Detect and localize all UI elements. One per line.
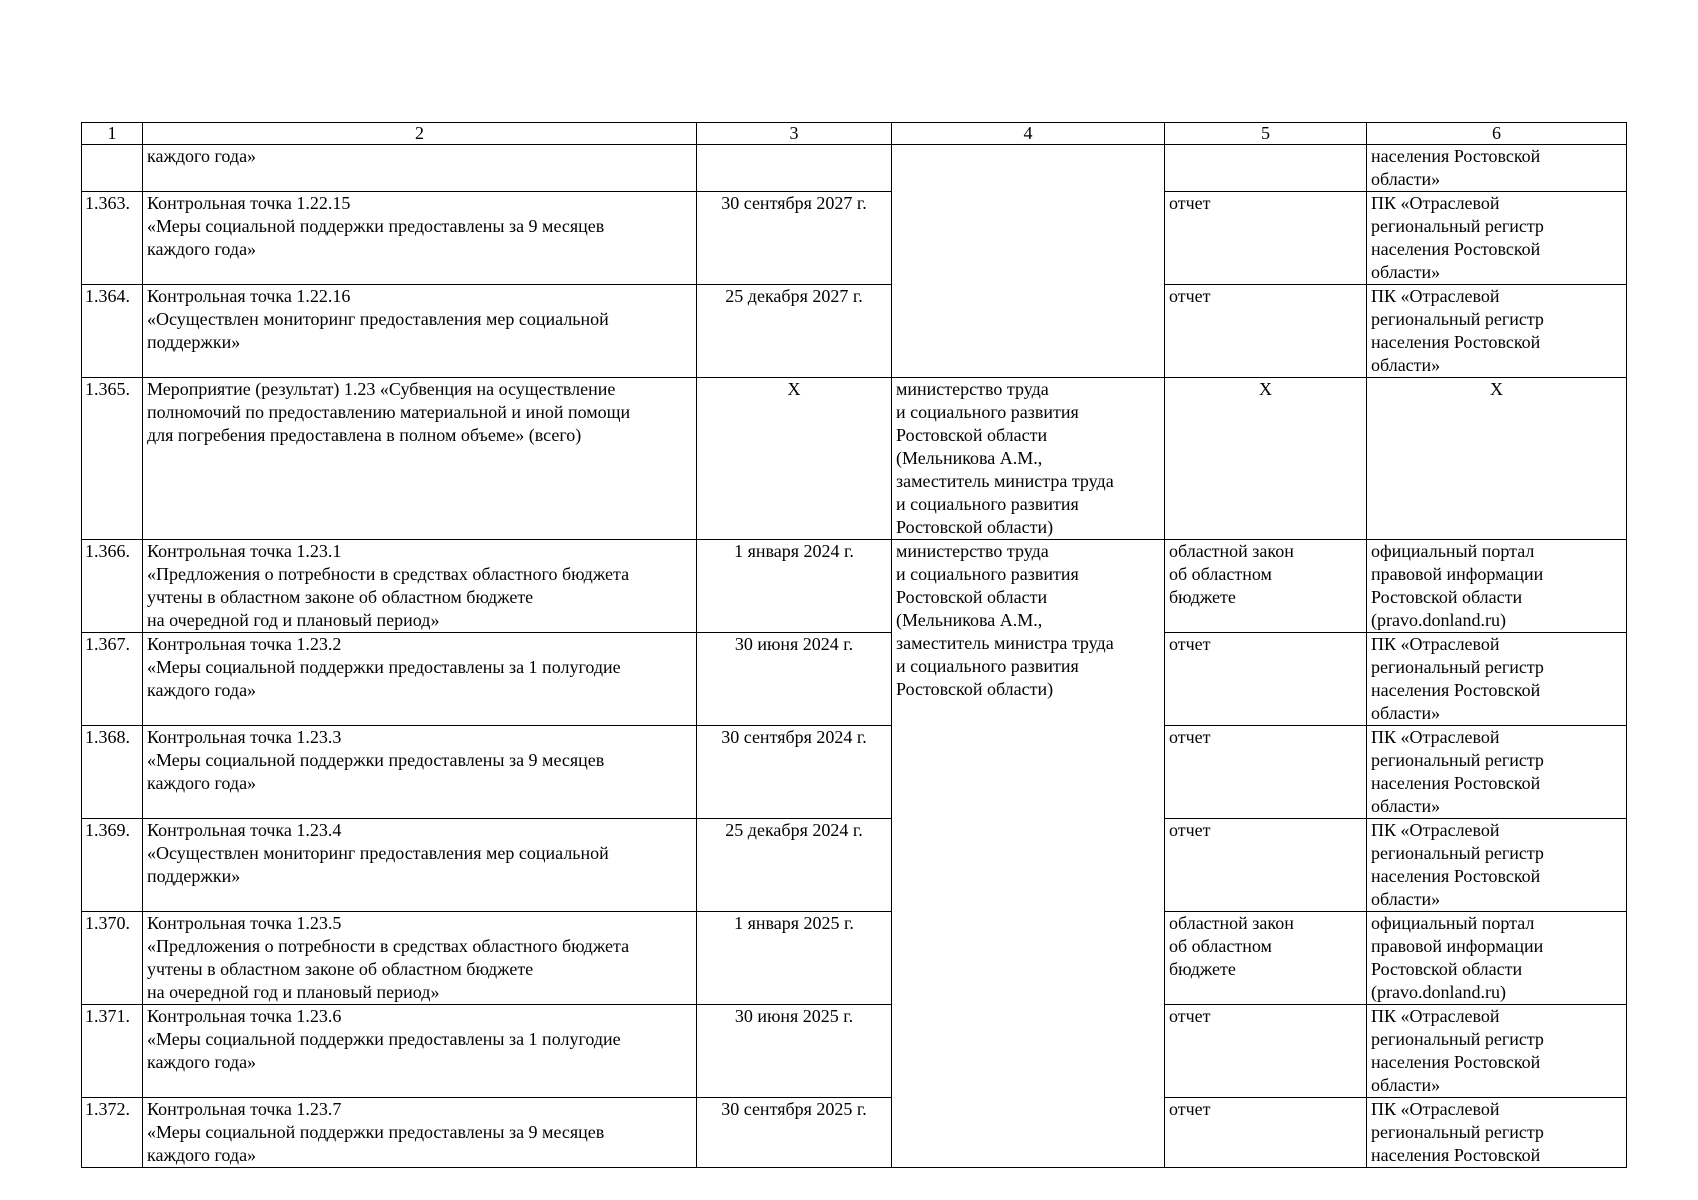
- table-row: [82, 912, 1627, 1005]
- row-deadline: 30 сентября 2027 г.: [697, 192, 892, 285]
- row-document-type: X: [1165, 378, 1367, 540]
- row-document-type: областной закон об областном бюджете: [1165, 912, 1367, 1005]
- row-description: каждого года»: [143, 145, 697, 192]
- row-info-source: ПК «Отраслевой региональный регистр населения Ростовской области»: [1367, 192, 1627, 285]
- row-number: 1.369.: [82, 819, 143, 912]
- table-row: [82, 285, 1627, 378]
- row-number: 1.365.: [82, 378, 143, 540]
- column-number-6: 6: [1367, 123, 1627, 145]
- row-description: Контрольная точка 1.23.2 «Меры социальной поддержки предоставлены за 1 полугодие каждого года»: [143, 633, 697, 726]
- row-document-type: областной закон об областном бюджете: [1165, 540, 1367, 633]
- row-description: Контрольная точка 1.23.6 «Меры социальной поддержки предоставлены за 1 полугодие каждого года»: [143, 1005, 697, 1098]
- row-number: 1.364.: [82, 285, 143, 378]
- row-description: Контрольная точка 1.22.16 «Осуществлен мониторинг предоставления мер социальной поддержки»: [143, 285, 697, 378]
- table-row: [82, 192, 1627, 285]
- row-document-type: отчет: [1165, 285, 1367, 378]
- row-document-type: отчет: [1165, 726, 1367, 819]
- row-number: 1.368.: [82, 726, 143, 819]
- row-document-type: отчет: [1165, 192, 1367, 285]
- document-table: [81, 122, 1627, 1168]
- row-number: 1.366.: [82, 540, 143, 633]
- row-info-source: населения Ростовской области»: [1367, 145, 1627, 192]
- row-deadline: 30 сентября 2024 г.: [697, 726, 892, 819]
- row-document-type: отчет: [1165, 1098, 1367, 1168]
- row-description: Контрольная точка 1.23.5 «Предложения о потребности в средствах областного бюджета учтены в областном законе об областном бюджете на очередной год и плановый период»: [143, 912, 697, 1005]
- row-responsible: министерство труда и социального развития Ростовской области (Мельникова А.М., заместитель министра труда и социального развития Ростовской области): [892, 540, 1165, 1168]
- row-number: [82, 145, 143, 192]
- row-number: 1.372.: [82, 1098, 143, 1168]
- row-number: 1.363.: [82, 192, 143, 285]
- table-row: [82, 819, 1627, 912]
- table-row: [82, 1098, 1627, 1168]
- row-info-source: официальный портал правовой информации Ростовской области (pravo.donland.ru): [1367, 912, 1627, 1005]
- column-number-1: 1: [82, 123, 143, 145]
- row-description: Мероприятие (результат) 1.23 «Субвенция на осуществление полномочий по предоставлению материальной и иной помощи для погребения предоставлена в полном объеме» (всего): [143, 378, 697, 540]
- row-responsible: [892, 145, 1165, 378]
- row-number: 1.371.: [82, 1005, 143, 1098]
- row-document-type: отчет: [1165, 819, 1367, 912]
- row-description: Контрольная точка 1.23.4 «Осуществлен мониторинг предоставления мер социальной поддержки»: [143, 819, 697, 912]
- row-info-source: ПК «Отраслевой региональный регистр населения Ростовской области»: [1367, 819, 1627, 912]
- row-deadline: 25 декабря 2027 г.: [697, 285, 892, 378]
- row-deadline: X: [697, 378, 892, 540]
- row-info-source: X: [1367, 378, 1627, 540]
- row-info-source: ПК «Отраслевой региональный регистр населения Ростовской области»: [1367, 726, 1627, 819]
- table-row: [82, 633, 1627, 726]
- row-description: Контрольная точка 1.22.15 «Меры социальной поддержки предоставлены за 9 месяцев каждого года»: [143, 192, 697, 285]
- row-responsible: министерство труда и социального развития Ростовской области (Мельникова А.М., заместитель министра труда и социального развития Ростовской области): [892, 378, 1165, 540]
- column-number-2: 2: [143, 123, 697, 145]
- row-number: 1.367.: [82, 633, 143, 726]
- column-number-3: 3: [697, 123, 892, 145]
- row-description: Контрольная точка 1.23.3 «Меры социальной поддержки предоставлены за 9 месяцев каждого года»: [143, 726, 697, 819]
- row-deadline: 30 сентября 2025 г.: [697, 1098, 892, 1168]
- table-row: [82, 145, 1627, 192]
- row-deadline: 25 декабря 2024 г.: [697, 819, 892, 912]
- row-info-source: ПК «Отраслевой региональный регистр населения Ростовской области»: [1367, 633, 1627, 726]
- column-number-5: 5: [1165, 123, 1367, 145]
- column-number-header-row: [82, 123, 1627, 145]
- table-row: [82, 1005, 1627, 1098]
- row-info-source: ПК «Отраслевой региональный регистр населения Ростовской области»: [1367, 285, 1627, 378]
- row-deadline: [697, 145, 892, 192]
- table-row: [82, 378, 1627, 540]
- column-number-4: 4: [892, 123, 1165, 145]
- row-info-source: официальный портал правовой информации Ростовской области (pravo.donland.ru): [1367, 540, 1627, 633]
- row-document-type: [1165, 145, 1367, 192]
- row-description: Контрольная точка 1.23.7 «Меры социальной поддержки предоставлены за 9 месяцев каждого года»: [143, 1098, 697, 1168]
- row-deadline: 30 июня 2025 г.: [697, 1005, 892, 1098]
- row-description: Контрольная точка 1.23.1 «Предложения о потребности в средствах областного бюджета учтены в областном законе об областном бюджете на очередной год и плановый период»: [143, 540, 697, 633]
- row-deadline: 30 июня 2024 г.: [697, 633, 892, 726]
- row-deadline: 1 января 2025 г.: [697, 912, 892, 1005]
- row-number: 1.370.: [82, 912, 143, 1005]
- table-row: [82, 726, 1627, 819]
- table-row: [82, 540, 1627, 633]
- row-document-type: отчет: [1165, 633, 1367, 726]
- row-info-source: ПК «Отраслевой региональный регистр населения Ростовской: [1367, 1098, 1627, 1168]
- row-deadline: 1 января 2024 г.: [697, 540, 892, 633]
- row-info-source: ПК «Отраслевой региональный регистр населения Ростовской области»: [1367, 1005, 1627, 1098]
- row-document-type: отчет: [1165, 1005, 1367, 1098]
